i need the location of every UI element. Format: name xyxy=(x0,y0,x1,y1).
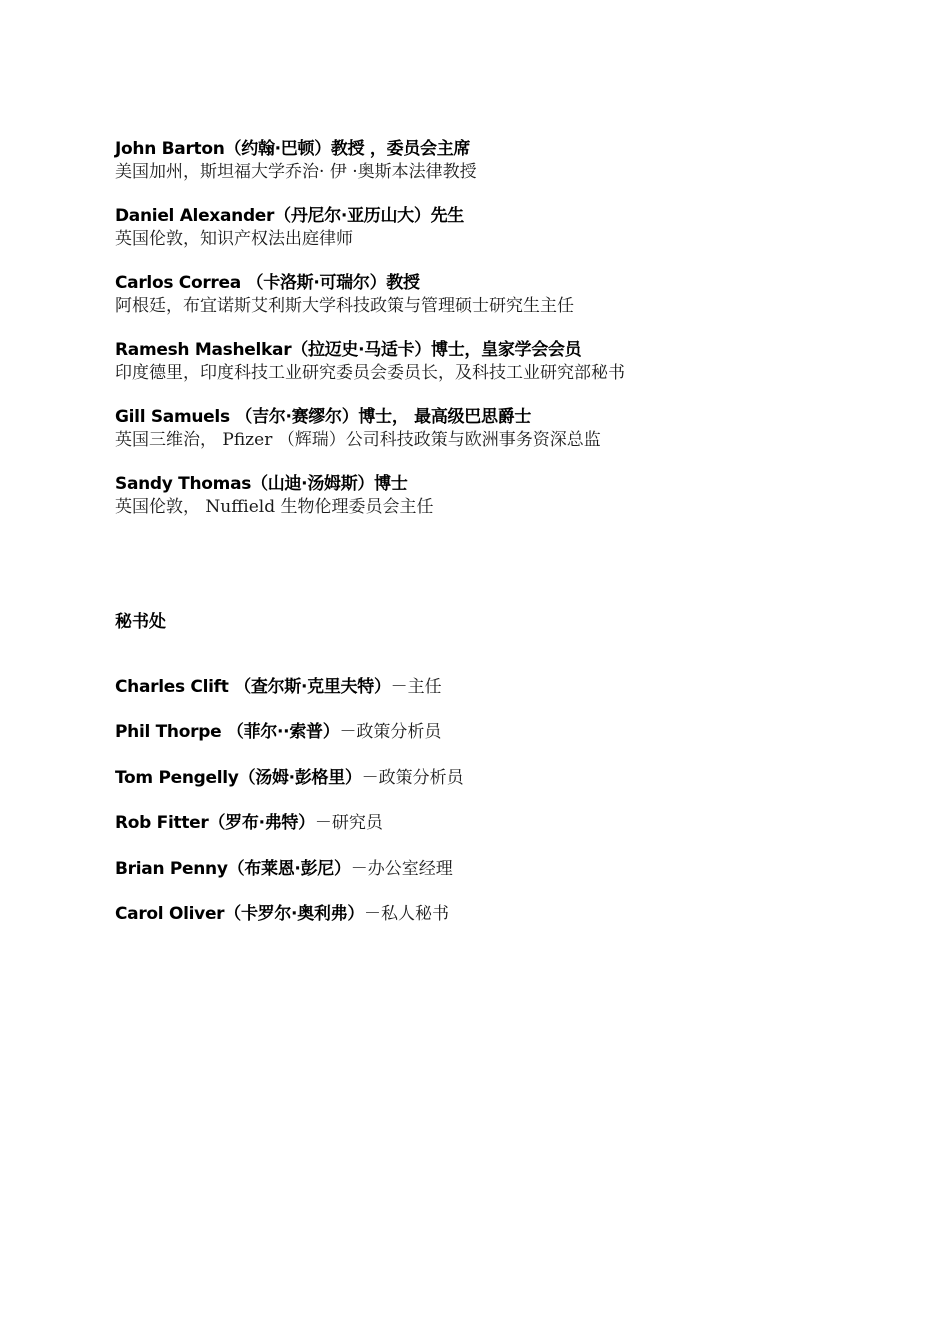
committee-member xyxy=(115,473,915,519)
staff-name: Charles Clift （查尔斯·克里夫特） xyxy=(115,677,391,697)
staff-item xyxy=(115,676,915,721)
staff-name: Rob Fitter（罗布·弗特） xyxy=(115,813,315,834)
member-description: 印度德里，印度科技工业研究委员会委员长，及科技工业研究部秘书 xyxy=(115,363,625,383)
staff-item xyxy=(115,903,915,948)
member-description: 英国伦敦， Nuffield 生物伦理委员会主任 xyxy=(115,497,434,517)
staff-name: Phil Thorpe （菲尔··索普） xyxy=(115,722,340,743)
staff-role: －办公室经理 xyxy=(350,858,453,879)
staff-role: －政策分析员 xyxy=(361,767,464,788)
committee-member xyxy=(115,272,915,318)
staff-item xyxy=(115,858,915,903)
secretariat-staff-list xyxy=(115,676,915,948)
staff-item xyxy=(115,812,915,857)
staff-role: －研究员 xyxy=(314,813,383,834)
member-description: 美国加州，斯坦福大学乔治· 伊 ·奥斯本法律教授 xyxy=(115,162,477,182)
staff-item xyxy=(115,767,915,812)
staff-name: Tom Pengelly（汤姆·彭格里） xyxy=(115,767,362,788)
committee-member xyxy=(115,339,915,385)
staff-role: －私人秘书 xyxy=(364,903,450,924)
member-name: Sandy Thomas（山迪·汤姆斯）博士 xyxy=(115,474,408,494)
staff-name: Carol Oliver（卡罗尔·奥利弗） xyxy=(115,903,365,924)
member-description: 英国伦敦，知识产权法出庭律师 xyxy=(115,229,353,249)
committee-member xyxy=(115,205,915,251)
member-name: John Barton（约翰·巴顿）教授 ，委员会主席 xyxy=(115,139,471,159)
member-name: Ramesh Mashelkar（拉迈史·马适卡）博士，皇家学会会员 xyxy=(115,340,582,360)
committee-member xyxy=(115,406,915,452)
member-name: Gill Samuels （吉尔·赛缪尔）博士， 最高级巴思爵士 xyxy=(115,407,532,427)
secretariat-heading: 秘书处 xyxy=(115,612,166,632)
committee-member xyxy=(115,138,915,184)
member-description: 阿根廷，布宜诺斯艾利斯大学科技政策与管理硕士研究生主任 xyxy=(115,296,574,316)
member-description: 英国三维治， Pfizer （辉瑞）公司科技政策与欧洲事务资深总监 xyxy=(115,430,601,450)
staff-item xyxy=(115,721,915,766)
member-name: Carlos Correa （卡洛斯·可瑞尔）教授 xyxy=(115,273,420,293)
committee-list xyxy=(115,138,915,540)
staff-role: －主任 xyxy=(390,677,442,697)
staff-name: Brian Penny（布莱恩·彭尼） xyxy=(115,858,351,879)
staff-role: －政策分析员 xyxy=(339,722,442,743)
member-name: Daniel Alexander（丹尼尔·亚历山大）先生 xyxy=(115,206,464,226)
